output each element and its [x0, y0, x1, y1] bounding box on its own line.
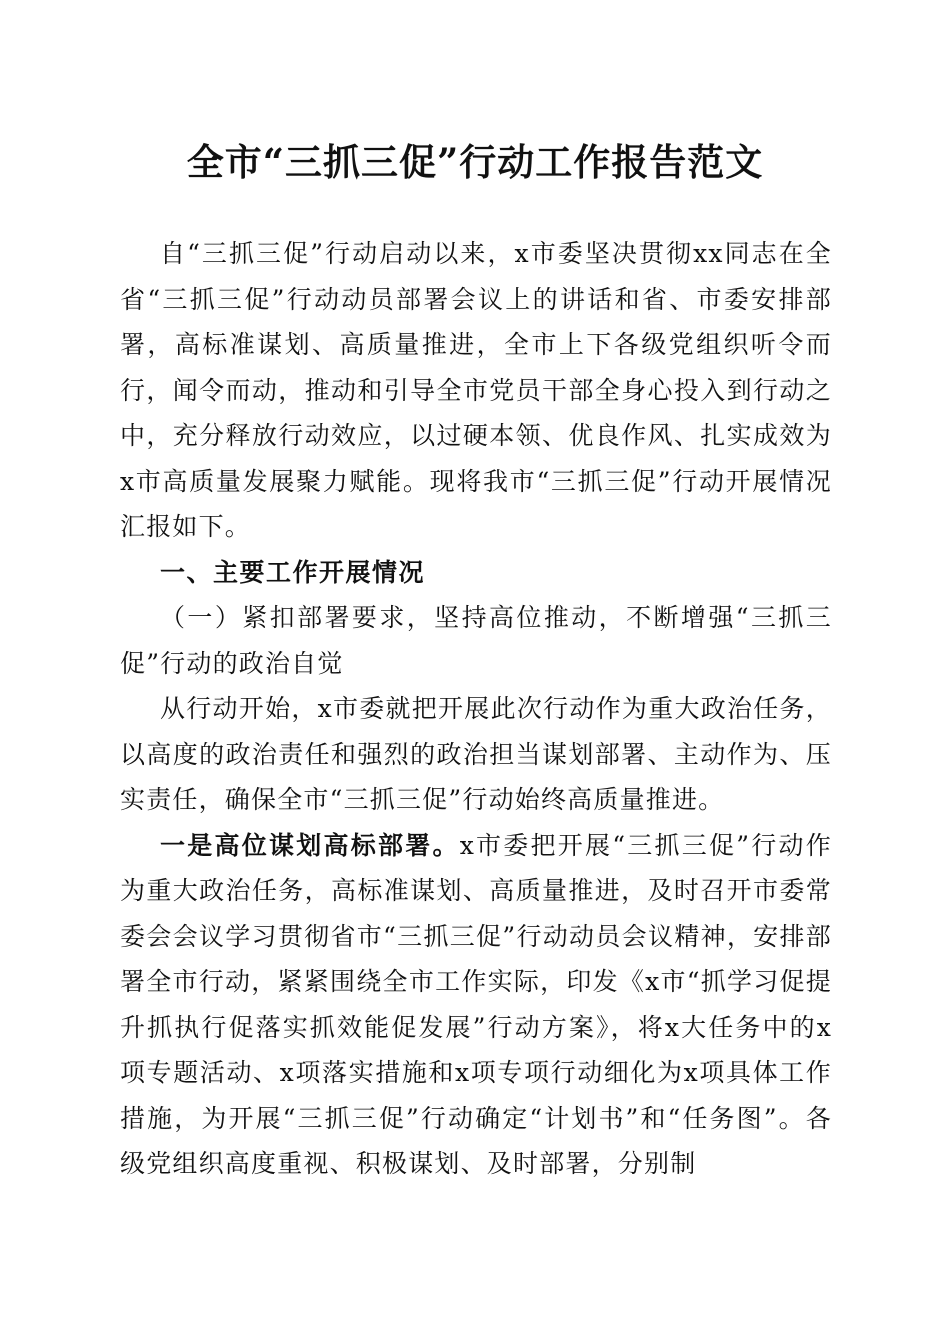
intro-paragraph: 自“三抓三促”行动启动以来，x市委坚决贯彻xx同志在全省“三抓三促”行动动员部署会议上的讲话和省、市委安排部署，高标准谋划、高质量推进，全市上下各级党组织听令而行，闻令而动，推动和引导全市党员干部全身心投入到行动之中，充分释放行动效应，以过硬本领、优良作风、扎实成效为x市高质量发展聚力赋能。现将我市“三抓三促”行动开展情况汇报如下。	[120, 239, 832, 541]
document-title: 全市“三抓三促”行动工作报告范文	[186, 140, 764, 184]
point-lead: 一是高位谋划高标部署。	[160, 830, 460, 860]
document-body	[120, 231, 832, 1187]
subsection-paragraph: 从行动开始，x市委就把开展此次行动作为重大政治任务，以高度的政治责任和强烈的政治担当谋划部署、主动作为、压实责任，确保全市“三抓三促”行动始终高质量推进。	[120, 694, 832, 814]
section-heading: 一、主要工作开展情况	[160, 557, 426, 587]
subsection-heading: （一）紧扣部署要求，坚持高位推动，不断增强“三抓三促”行动的政治自觉	[120, 603, 832, 678]
point-body: x市委把开展“三抓三促”行动作为重大政治任务，高标准谋划、高质量推进，及时召开市委常委会会议学习贯彻省市“三抓三促”行动动员会议精神，安排部署全市行动，紧紧围绕全市工作实际，印发《x市“抓学习促提升抓执行促落实抓效能促发展”行动方案》，将x大任务中的x项专题活动、x项落实措施和x项专项行动细化为x项具体工作措施，为开展“三抓三促”行动确定“计划书”和“任务图”。各级党组织高度重视、积极谋划、及时部署，分别制	[120, 830, 832, 1178]
point-paragraph	[120, 823, 832, 1187]
